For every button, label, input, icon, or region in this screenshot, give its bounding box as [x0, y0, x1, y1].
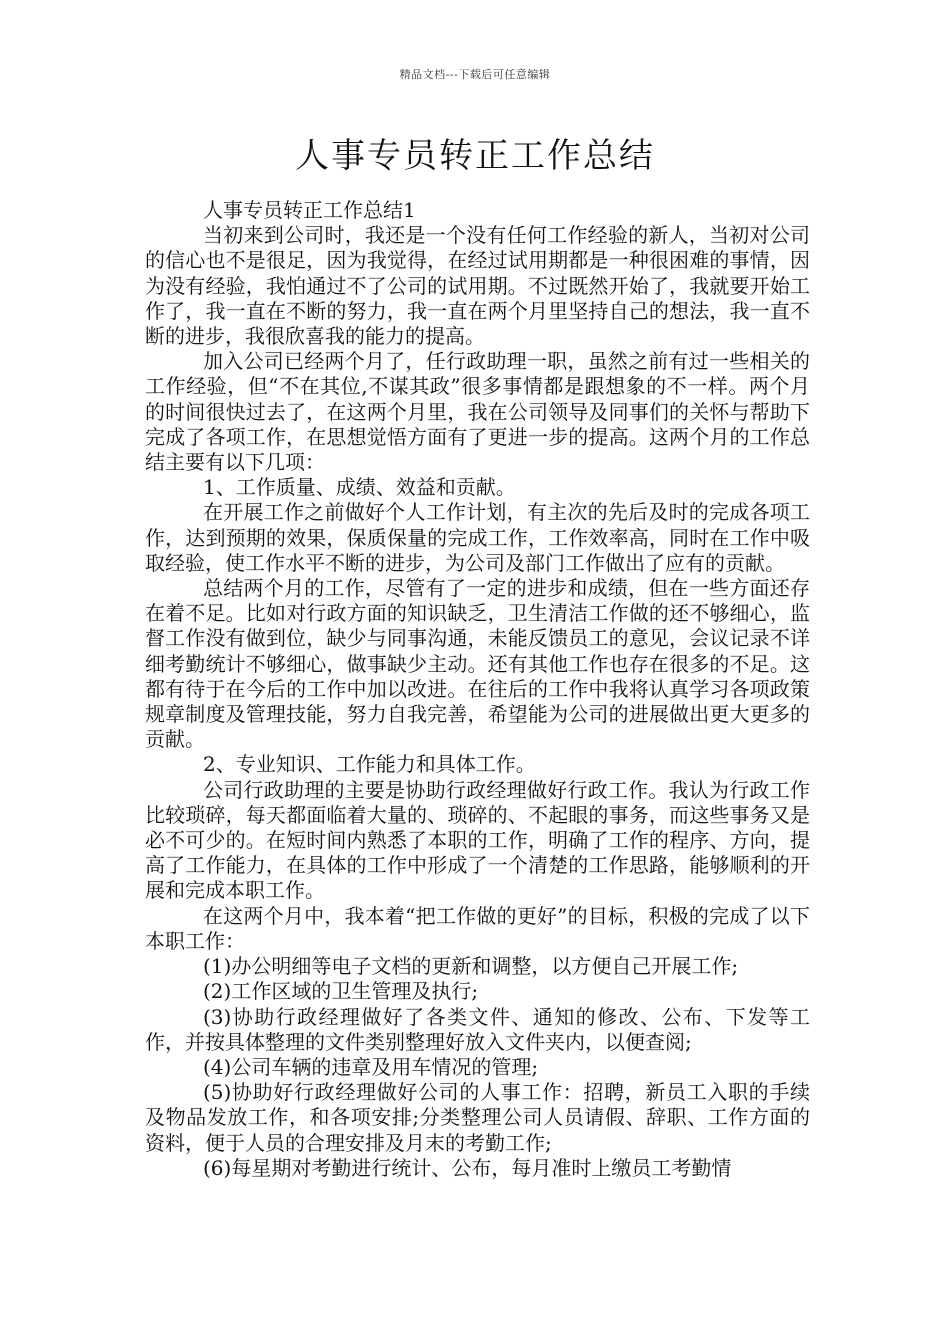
- list-heading: 1、工作质量、成绩、效益和贡献。: [203, 475, 516, 500]
- paragraph: 在这两个月中，我本着“把工作做的更好”的目标，积极的完成了以下本职工作：: [145, 903, 810, 953]
- paragraph: 总结两个月的工作，尽管有了一定的进步和成绩，但在一些方面还存在着不足。比如对行政方面的知识缺乏，卫生清洁工作做的还不够细心，监督工作没有做到位，缺少与同事沟通，未能反馈员工的意见，会议记录不详细考勤统计不够细心，做事缺少主动。还有其他工作也存在很多的不足。这都有待于在今后的工作中加以改进。在往后的工作中我将认真学习各项政策规章制度及管理技能，努力自我完善，希望能为公司的进展做出更大更多的贡献。: [145, 576, 810, 752]
- document-title: 人事专员转正工作总结: [295, 136, 655, 176]
- list-heading: 2、专业知识、工作能力和具体工作。: [203, 752, 536, 777]
- list-item: (2)工作区域的卫生管理及执行;: [203, 979, 479, 1004]
- paragraph: 加入公司已经两个月了，任行政助理一职，虽然之前有过一些相关的工作经验，但“不在其位,不谋其政”很多事情都是跟想象的不一样。两个月的时间很快过去了，在这两个月里，我在公司领导及同事们的关怀与帮助下完成了各项工作，在思想觉悟方面有了更进一步的提高。这两个月的工作总结主要有以下几项：: [145, 349, 810, 475]
- paragraph: 在开展工作之前做好个人工作计划，有主次的先后及时的完成各项工作，达到预期的效果，保质保量的完成工作，工作效率高，同时在工作中吸取经验，使工作水平不断的进步，为公司及部门工作做出了应有的贡献。: [145, 500, 810, 575]
- paragraph: 当初来到公司时，我还是一个没有任何工作经验的新人，当初对公司的信心也不是很足，因为我觉得，在经过试用期都是一种很困难的事情，因为没有经验，我怕通过不了公司的试用期。不过既然开始了，我就要开始工作了，我一直在不断的努力，我一直在两个月里坚持自己的想法，我一直不断的进步，我很欣喜我的能力的提高。: [145, 223, 810, 349]
- header-note: 精品文档---下载后可任意编辑: [399, 68, 551, 81]
- document-body: [145, 198, 810, 1181]
- section-heading: 人事专员转正工作总结1: [203, 198, 416, 222]
- list-item: (4)公司车辆的违章及用车情况的管理;: [203, 1054, 539, 1079]
- list-item: (3)协助行政经理做好了各类文件、通知的修改、公布、下发等工作，并按具体整理的文件类别整理好放入文件夹内，以便查阅;: [145, 1004, 810, 1054]
- list-item: (1)办公明细等电子文档的更新和调整，以方便自己开展工作;: [203, 954, 739, 979]
- list-item: (6)每星期对考勤进行统计、公布，每月准时上缴员工考勤情: [203, 1155, 732, 1180]
- list-item: (5)协助好行政经理做好公司的人事工作：招聘，新员工入职的手续及物品发放工作，和各项安排;分类整理公司人员请假、辞职、工作方面的资料，便于人员的合理安排及月末的考勤工作;: [145, 1080, 810, 1155]
- paragraph: 公司行政助理的主要是协助行政经理做好行政工作。我认为行政工作比较琐碎，每天都面临着大量的、琐碎的、不起眼的事务，而这些事务又是必不可少的。在短时间内熟悉了本职的工作，明确了工作的程序、方向，提高了工作能力，在具体的工作中形成了一个清楚的工作思路，能够顺利的开展和完成本职工作。: [145, 777, 810, 903]
